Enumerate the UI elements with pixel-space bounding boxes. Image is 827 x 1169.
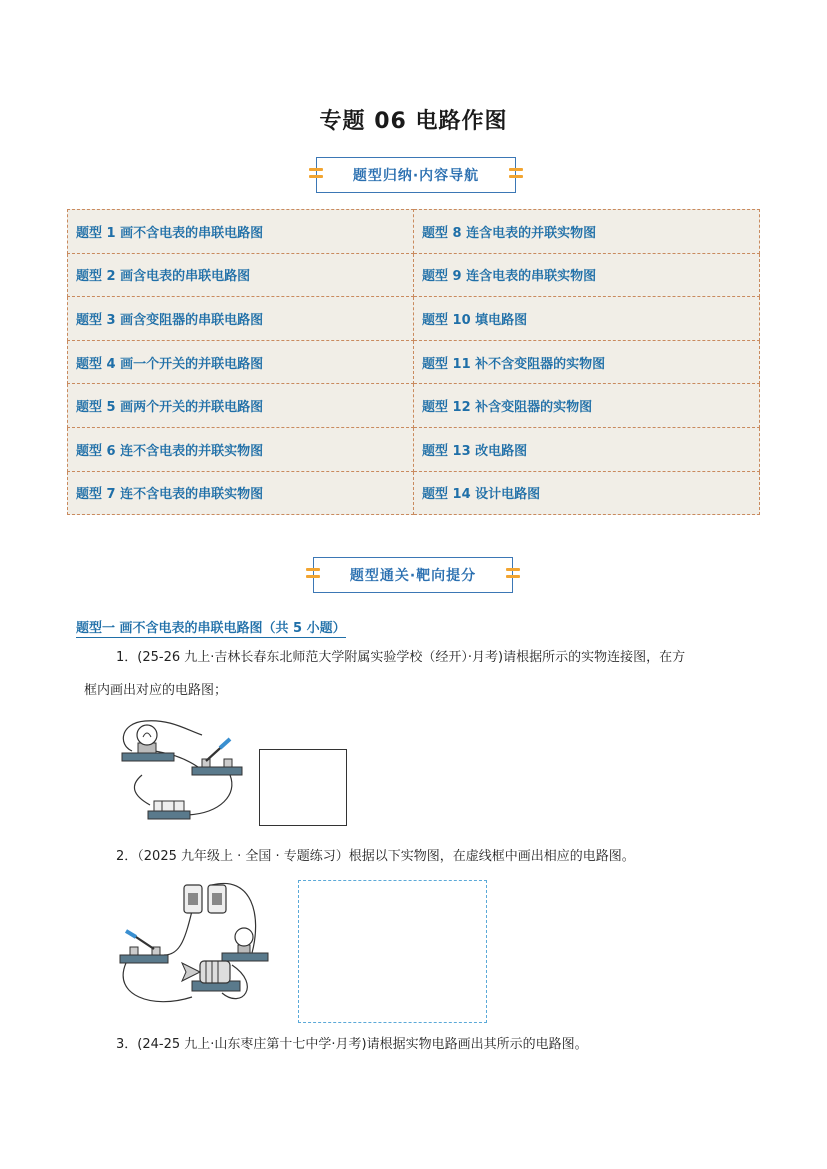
nav-topic-link[interactable]: 题型 2 画含电表的串联电路图 xyxy=(68,253,414,297)
section-heading: 题型一 画不含电表的串联电路图（共 5 小题） xyxy=(76,617,346,638)
nav-banner xyxy=(316,157,516,193)
drill-banner-label: 题型通关·靶向提分 xyxy=(349,568,477,584)
switch-icon xyxy=(120,931,168,963)
nav-topic-link[interactable]: 题型 1 画不含电表的串联电路图 xyxy=(68,210,414,254)
battery-icon xyxy=(148,801,190,819)
question-2-answer-box[interactable] xyxy=(298,880,487,1023)
question-2-circuit-figure xyxy=(112,875,277,1025)
nav-row xyxy=(68,297,760,341)
banner-deco-right-icon xyxy=(509,168,523,182)
nav-row xyxy=(68,253,760,297)
switch-icon xyxy=(192,739,242,775)
nav-row xyxy=(68,384,760,428)
nav-topic-link[interactable]: 题型 7 连不含电表的串联实物图 xyxy=(68,471,414,515)
question-1-line-1: 1．(25-26 九上·吉林长春东北师范大学附属实验学校（经开）·月考)请根据所示的实物连接图，在方 xyxy=(116,650,686,665)
nav-topic-link[interactable]: 题型 10 填电路图 xyxy=(414,297,760,341)
nav-row xyxy=(68,340,760,384)
nav-row xyxy=(68,210,760,254)
nav-topic-link[interactable]: 题型 12 补含变阻器的实物图 xyxy=(414,384,760,428)
topic-navigation-table xyxy=(67,209,760,515)
motor-icon xyxy=(182,961,240,991)
banner-deco-left-icon xyxy=(309,168,323,182)
battery-icon xyxy=(184,885,226,913)
nav-topic-link[interactable]: 题型 3 画含变阻器的串联电路图 xyxy=(68,297,414,341)
bulb-icon xyxy=(122,725,174,761)
question-1-answer-box[interactable] xyxy=(259,749,347,826)
question-1-circuit-figure xyxy=(110,715,250,830)
nav-topic-link[interactable]: 题型 4 画一个开关的并联电路图 xyxy=(68,340,414,384)
banner-deco-left-icon xyxy=(306,568,320,582)
question-2-text: 2．（2025 九年级上 · 全国 · 专题练习）根据以下实物图，在虚线框中画出相应的电路图。 xyxy=(116,849,635,864)
nav-topic-link[interactable]: 题型 9 连含电表的串联实物图 xyxy=(414,253,760,297)
nav-banner-label: 题型归纳·内容导航 xyxy=(352,168,480,184)
nav-topic-link[interactable]: 题型 11 补不含变阻器的实物图 xyxy=(414,340,760,384)
nav-topic-link[interactable]: 题型 13 改电路图 xyxy=(414,427,760,471)
drill-banner xyxy=(313,557,513,593)
nav-row xyxy=(68,427,760,471)
nav-row xyxy=(68,471,760,515)
question-3-text: 3．(24-25 九上·山东枣庄第十七中学·月考)请根据实物电路画出其所示的电路图。 xyxy=(116,1037,588,1052)
banner-deco-right-icon xyxy=(506,568,520,582)
nav-topic-link[interactable]: 题型 6 连不含电表的并联实物图 xyxy=(68,427,414,471)
page-title: 专题 06 电路作图 xyxy=(319,109,508,134)
bulb-icon xyxy=(222,928,268,961)
nav-topic-link[interactable]: 题型 5 画两个开关的并联电路图 xyxy=(68,384,414,428)
nav-topic-link[interactable]: 题型 8 连含电表的并联实物图 xyxy=(414,210,760,254)
question-1-line-2: 框内画出对应的电路图； xyxy=(84,683,228,698)
nav-topic-link[interactable]: 题型 14 设计电路图 xyxy=(414,471,760,515)
